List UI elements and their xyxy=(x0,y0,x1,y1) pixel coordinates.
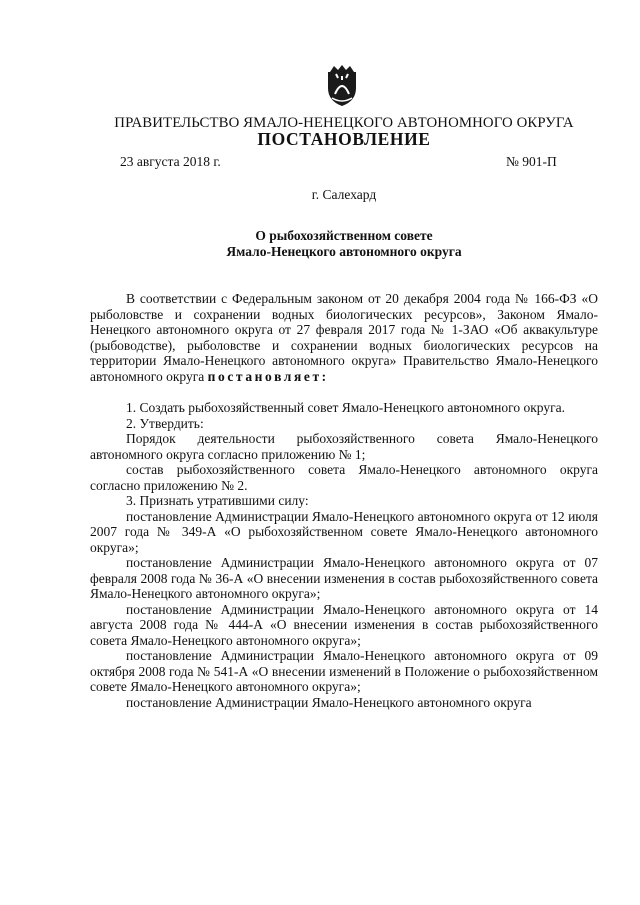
item-paragraph: постановление Администрации Ямало-Ненецкого автономного округа от 14 августа 2008 года № 444-А «О внесении изменения в состав рыбохозяйственного совета Ямало-Ненецкого автономного округа»; xyxy=(90,601,598,648)
document-number: № 901-П xyxy=(506,154,557,169)
document-date: 23 августа 2018 г. xyxy=(120,154,221,169)
subject-line-1: О рыбохозяйственном совете xyxy=(255,228,433,243)
yamal-coat-of-arms-icon xyxy=(322,64,362,108)
item-paragraph: постановление Администрации Ямало-Ненецкого автономного округа от 09 октября 2008 года № 541-А «О внесении изменений в Положение о рыбохозяйственном совете Ямало-Ненецкого автономного округа»; xyxy=(90,648,598,694)
government-name: ПРАВИТЕЛЬСТВО ЯМАЛО-НЕНЕЦКОГО АВТОНОМНОГО ОКРУГА xyxy=(114,115,574,131)
item-paragraph: Порядок деятельности рыбохозяйственного совета Ямало-Ненецкого автономного округа согласно приложению № 1; xyxy=(90,431,598,462)
item-paragraph: постановление Администрации Ямало-Ненецкого автономного округа от 07 февраля 2008 года № 36-А «О внесении изменения в состав рыбохозяйственного совета Ямало-Ненецкого автономного округа»; xyxy=(90,555,598,601)
preamble-text: В соответствии с Федеральным законом от 20 декабря 2004 года № 166-ФЗ «О рыболовстве и сохранении водных биологических ресурсов», Законом Ямало-Ненецкого автономного округа от 27 февраля 2017 года № 1-ЗАО «Об аквакультуре (рыбоводстве), рыболовстве и сохранении водных биологических ресурсов на территории Ямало-Ненецкого автономного округа» Правительство Ямало-Ненецкого автономного округа xyxy=(90,291,598,384)
subject-line-2: Ямало-Ненецкого автономного округа xyxy=(226,244,462,259)
item-paragraph: 2. Утвердить: xyxy=(126,415,204,431)
document-type: ПОСТАНОВЛЕНИЕ xyxy=(257,129,431,149)
preamble-paragraph xyxy=(90,291,598,384)
item-paragraph: постановление Администрации Ямало-Ненецкого автономного округа xyxy=(126,694,532,710)
item-paragraph: состав рыбохозяйственного совета Ямало-Ненецкого автономного округа согласно приложению № 2. xyxy=(90,462,598,493)
item-paragraph: постановление Администрации Ямало-Ненецкого автономного округа от 12 июля 2007 года № 349-А «О рыбохозяйственном совете Ямало-Ненецкого автономного округа»; xyxy=(90,508,598,555)
decree-word: постановляет: xyxy=(207,368,329,384)
document-body xyxy=(90,291,598,710)
document-city: г. Салехард xyxy=(311,187,377,202)
item-paragraph: 3. Признать утратившими силу: xyxy=(126,493,309,508)
item-paragraph: 1. Создать рыбохозяйственный совет Ямало-Ненецкого автономного округа. xyxy=(126,400,566,415)
document-subject xyxy=(100,228,588,260)
